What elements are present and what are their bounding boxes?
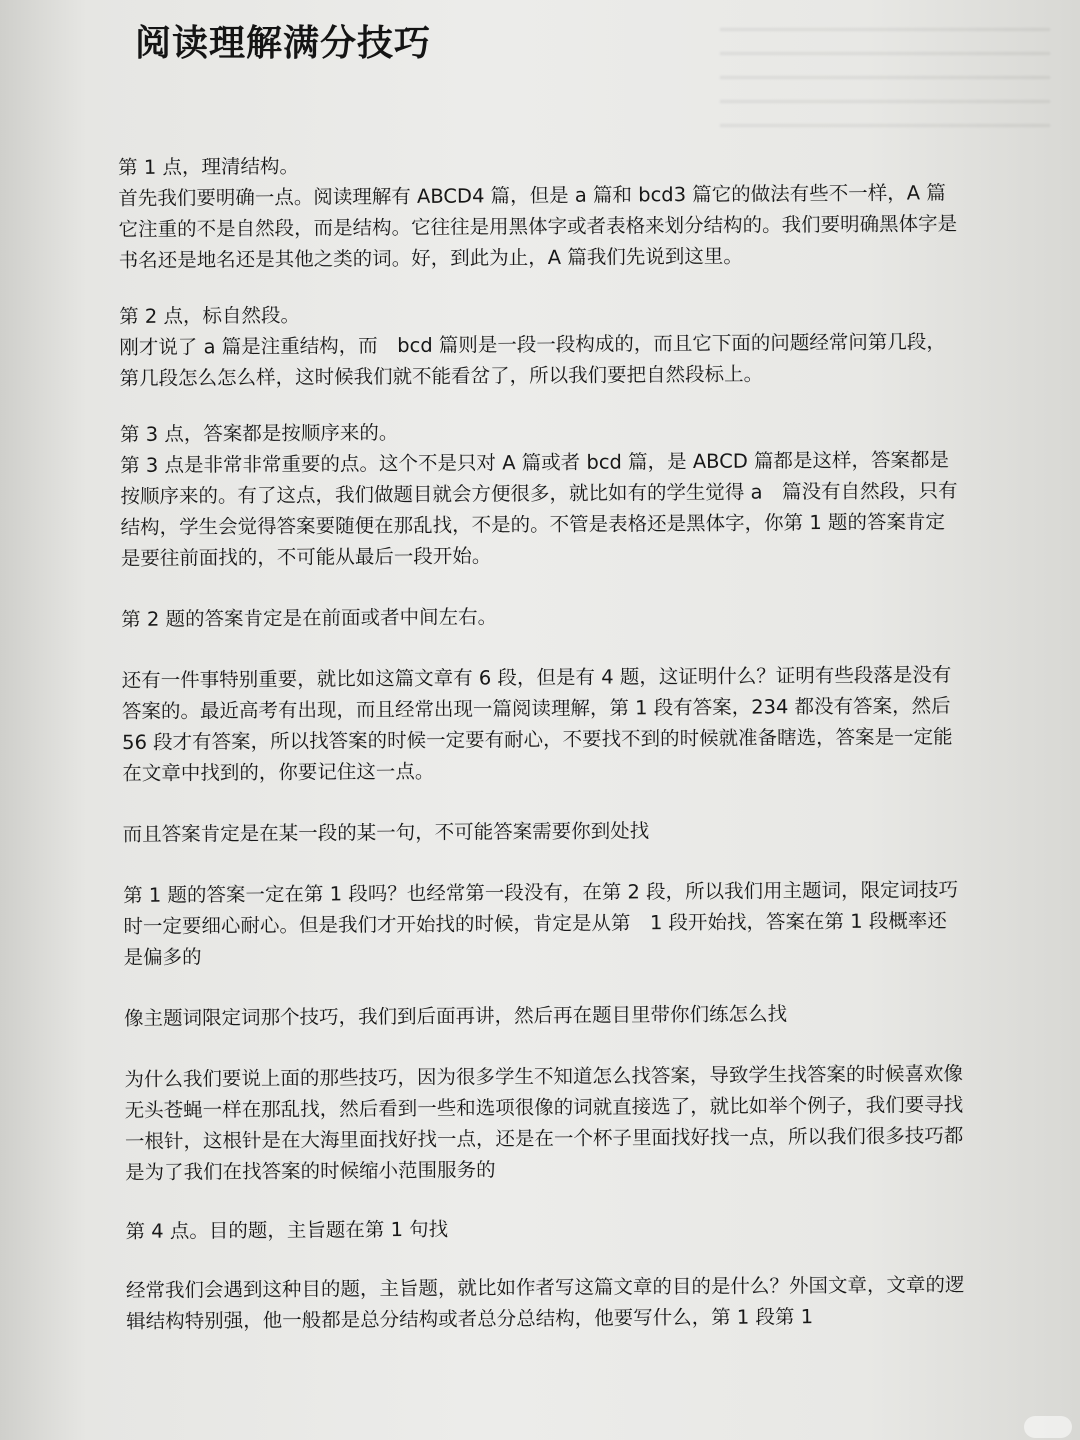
section-3-paragraph-7: 为什么我们要说上面的那些技巧，因为很多学生不知道怎么找答案，导致学生找答案的时候喜欢像无头苍蝇一样在那乱找，然后看到一些和选项很像的词就直接选了，就比如举个例子，我们要寻找一根针，这根针是在大海里面找好找一点，还是在一个杯子里面找好找一点，所以我们很多技巧都是为了我们在找答案的时候缩小范围服务的: [124, 1062, 964, 1184]
section-3-paragraph-1: 第 3 点是非常非常重要的点。这个不是只对 A 篇或者 bcd 篇，是 ABCD 篇都是这样，答案都是按顺序来的。有了这点，我们做题目就会方便很多，就比如有的学生觉得 a 篇没有自然段，只有结构，学生会觉得答案要随便在那乱找，不是的。不管是表格还是黑体字，你第 1 题的答案肯定是要往前面找的，不可能从最后一段开始。: [120, 448, 958, 570]
section-3-paragraph-6: 像主题词限定词那个技巧，我们到后面再讲，然后再在题目里带你们练怎么找: [123, 1002, 788, 1030]
section-3-paragraph-5: 第 1 题的答案一定在第 1 段吗？也经常第一段没有，在第 2 段，所以我们用主题词，限定词技巧时一定要细心耐心。但是我们才开始找的时候，肯定是从第 1 段开始找，答案在第 1 段概率还是偏多的: [123, 878, 959, 969]
section-1-body: 首先我们要明确一点。阅读理解有 ABCD4 篇，但是 a 篇和 bcd3 篇它的做法有些不一样，A 篇它注重的不是自然段，而是结构。它往往是用黑体字或者表格来划分结构的。我们要明确黑体字是书名还是地名还是其他之类的词。好，到此为止，A 篇我们先说到这里。: [118, 181, 958, 272]
section-3-heading: 第 3 点，答案都是按顺序来的。: [119, 421, 399, 446]
section-4-body: 经常我们会遇到这种目的题，主旨题，就比如作者写这篇文章的目的是什么？外国文章，文章的逻辑结构特别强，他一般都是总分结构或者总分总结构，他要写什么，第 1 段第 1: [125, 1273, 965, 1333]
page-title: 阅读理解满分技巧: [135, 23, 432, 64]
section-4-heading: 第 4 点。目的题，主旨题在第 1 句找: [125, 1217, 449, 1243]
watermark-badge: [1024, 1416, 1072, 1438]
section-3-paragraph-4: 而且答案肯定是在某一段的某一句，不可能答案需要你到处找: [122, 819, 650, 846]
show-through-text: [720, 28, 1050, 148]
section-2-body: 刚才说了 a 篇是注重结构，而 bcd 篇则是一段一段构成的，而且它下面的问题经常问第几段，第几段怎么怎么样，这时候我们就不能看岔了，所以我们要把自然段标上。: [119, 330, 946, 390]
section-1-heading: 第 1 点，理清结构。: [118, 154, 299, 179]
section-3-paragraph-2: 第 2 题的答案肯定是在前面或者中间左右。: [121, 605, 498, 631]
section-2-heading: 第 2 点，标自然段。: [119, 303, 301, 328]
document-body: [118, 146, 966, 1337]
section-3-paragraph-3: 还有一件事特别重要，就比如这篇文章有 6 段，但是有 4 题，这证明什么？证明有些段落是没有答案的。最近高考有出现，而且经常出现一篇阅读理解，第 1 段有答案，234 都没有答案，然后 56 段才有答案，所以找答案的时候一定要有耐心，不要找不到的时候就准备瞎选，答案是一定能在文章中找到的，你要记住这一点。: [121, 663, 953, 785]
